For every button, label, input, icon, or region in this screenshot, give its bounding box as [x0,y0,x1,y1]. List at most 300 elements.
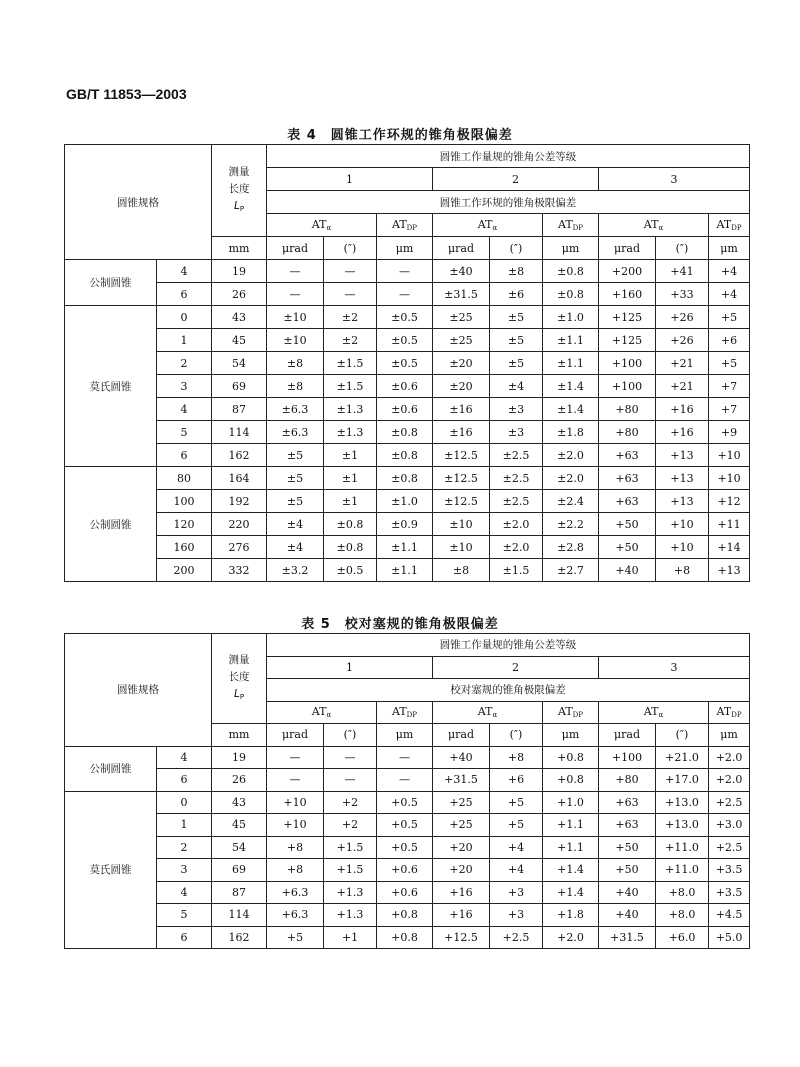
value-cell: +10 [267,814,324,837]
value-cell: +33 [656,283,709,306]
value-cell: — [324,746,377,769]
table-row [65,926,750,949]
value-cell: +0.8 [543,769,599,792]
length-cell: 45 [212,329,267,352]
value-cell: ±1.5 [324,352,377,375]
table-row [65,904,750,927]
value-cell: +1.0 [543,791,599,814]
value-cell: +5 [267,926,324,949]
length-cell: 87 [212,881,267,904]
value-cell: ±12.5 [433,467,490,490]
value-cell: +6.3 [267,881,324,904]
table-row [65,746,750,769]
unit-um: μm [543,724,599,747]
table-row [65,375,750,398]
deviation-header: 圆锥工作环规的锥角极限偏差 [267,191,750,214]
value-cell: — [267,769,324,792]
value-cell: +63 [599,444,656,467]
value-cell: ±10 [267,329,324,352]
unit-arcsec: (″) [490,724,543,747]
value-cell: +1.5 [324,836,377,859]
value-cell: +9 [709,421,750,444]
length-cell: 332 [212,559,267,582]
value-cell: ±1.8 [543,421,599,444]
length-cell: 54 [212,836,267,859]
length-header [212,145,267,237]
table4-caption: 表 4 圆锥工作环规的锥角极限偏差 [287,128,513,143]
value-cell: +1.4 [543,881,599,904]
size-cell: 2 [157,836,212,859]
value-cell: ±5 [490,306,543,329]
value-cell: — [324,260,377,283]
size-cell: 6 [157,769,212,792]
at-dp-header: $AT_{DP}$ [543,701,599,724]
group-label: 公制圆锥 [65,467,157,582]
value-cell: +13.0 [656,814,709,837]
value-cell: +3 [490,881,543,904]
size-cell: 6 [157,926,212,949]
value-cell: +5 [709,306,750,329]
value-cell: ±2.4 [543,490,599,513]
value-cell: +12 [709,490,750,513]
table5-body [65,746,750,949]
value-cell: +26 [656,306,709,329]
unit-arcsec: (″) [656,237,709,260]
value-cell: +63 [599,791,656,814]
unit-um: μm [377,724,433,747]
value-cell: +2.5 [490,926,543,949]
unit-um: μm [377,237,433,260]
value-cell: ±2.8 [543,536,599,559]
value-cell: +16 [433,881,490,904]
length-header [212,634,267,724]
value-cell: +13 [656,490,709,513]
table-row [65,421,750,444]
value-cell: +5.0 [709,926,750,949]
value-cell: ±6 [490,283,543,306]
value-cell: +3.5 [709,881,750,904]
value-cell: ±8 [490,260,543,283]
unit-urad: μrad [599,724,656,747]
value-cell: ±2.5 [490,444,543,467]
at-alpha-header: $AT_\alpha$ [433,214,543,237]
document-id: GB/T 11853—2003 [66,86,187,102]
value-cell: — [267,283,324,306]
size-cell: 1 [157,814,212,837]
value-cell: ±40 [433,260,490,283]
value-cell: +14 [709,536,750,559]
value-cell: ±0.8 [377,444,433,467]
value-cell: ±10 [267,306,324,329]
value-cell: ±8 [267,375,324,398]
value-cell: +13.0 [656,791,709,814]
value-cell: ±10 [433,513,490,536]
value-cell: ±25 [433,329,490,352]
length-header-line2: 长度 [228,182,250,195]
unit-arcsec: (″) [490,237,543,260]
value-cell: +2.0 [709,769,750,792]
value-cell: +1.1 [543,814,599,837]
value-cell: +40 [599,904,656,927]
table-row [65,769,750,792]
value-cell: +1.3 [324,881,377,904]
value-cell: +4 [709,283,750,306]
value-cell: — [324,283,377,306]
value-cell: ±0.5 [377,329,433,352]
grade-header: 圆锥工作量规的锥角公差等级 [267,634,750,657]
size-cell: 4 [157,398,212,421]
value-cell: +11.0 [656,836,709,859]
value-cell: +8 [656,559,709,582]
value-cell: ±1.3 [324,421,377,444]
value-cell: +0.5 [377,791,433,814]
value-cell: +50 [599,513,656,536]
value-cell: ±20 [433,375,490,398]
group-label: 莫氏圆锥 [65,791,157,949]
value-cell: — [324,769,377,792]
value-cell: ±1 [324,490,377,513]
table-row [65,559,750,582]
unit-arcsec: (″) [324,724,377,747]
value-cell: ±4 [490,375,543,398]
value-cell: ±25 [433,306,490,329]
length-header-line1: 测量 [228,653,250,666]
value-cell: +10 [656,536,709,559]
at-dp-header: $AT_{DP}$ [543,214,599,237]
value-cell: ±2.0 [490,513,543,536]
length-cell: 276 [212,536,267,559]
value-cell: +4 [709,260,750,283]
table-row [65,490,750,513]
value-cell: ±5 [490,352,543,375]
value-cell: ±20 [433,352,490,375]
unit-urad: μrad [267,724,324,747]
length-cell: 26 [212,283,267,306]
value-cell: +7 [709,398,750,421]
table-row [65,260,750,283]
value-cell: +13 [656,467,709,490]
value-cell: ±2.0 [543,467,599,490]
length-header-symbol: $L_P$ [233,687,245,701]
value-cell: +1.5 [324,859,377,882]
value-cell: +100 [599,352,656,375]
at-dp-header: $AT_{DP}$ [377,214,433,237]
value-cell: +21.0 [656,746,709,769]
value-cell: ±2.5 [490,490,543,513]
grade-3: 3 [599,656,750,679]
grade-2: 2 [433,656,599,679]
value-cell: +8.0 [656,881,709,904]
value-cell: ±2 [324,329,377,352]
value-cell: +10 [656,513,709,536]
unit-um: μm [543,237,599,260]
value-cell: ±1.0 [543,306,599,329]
size-cell: 1 [157,329,212,352]
value-cell: ±10 [433,536,490,559]
value-cell: +17.0 [656,769,709,792]
length-cell: 43 [212,306,267,329]
value-cell: — [377,769,433,792]
grade-2: 2 [433,168,599,191]
value-cell: +2.5 [709,791,750,814]
value-cell: ±8 [267,352,324,375]
deviation-header: 校对塞规的锥角极限偏差 [267,679,750,702]
value-cell: ±3 [490,421,543,444]
value-cell: +0.5 [377,814,433,837]
value-cell: ±2.7 [543,559,599,582]
length-cell: 220 [212,513,267,536]
length-cell: 26 [212,769,267,792]
size-cell: 6 [157,444,212,467]
length-cell: 87 [212,398,267,421]
value-cell: +20 [433,836,490,859]
value-cell: +8 [267,859,324,882]
value-cell: ±1.1 [543,329,599,352]
value-cell: ±4 [267,513,324,536]
length-cell: 69 [212,375,267,398]
table-row [65,329,750,352]
value-cell: +63 [599,490,656,513]
value-cell: +12.5 [433,926,490,949]
group-label: 莫氏圆锥 [65,306,157,467]
table5 [64,633,750,949]
value-cell: +8 [490,746,543,769]
value-cell: +0.8 [543,746,599,769]
value-cell: +160 [599,283,656,306]
value-cell: ±12.5 [433,444,490,467]
value-cell: ±1.5 [324,375,377,398]
at-alpha-header: $AT_\alpha$ [599,214,709,237]
value-cell: ±0.8 [543,260,599,283]
value-cell: +13 [709,559,750,582]
value-cell: +3.5 [709,859,750,882]
table5-caption: 表 5 校对塞规的锥角极限偏差 [301,617,499,632]
value-cell: +11.0 [656,859,709,882]
value-cell: ±6.3 [267,398,324,421]
value-cell: +50 [599,836,656,859]
size-cell: 0 [157,306,212,329]
length-cell: 43 [212,791,267,814]
value-cell: +50 [599,859,656,882]
value-cell: +5 [490,791,543,814]
table-row [65,306,750,329]
unit-urad: μrad [599,237,656,260]
value-cell: +4.5 [709,904,750,927]
table4-body [65,260,750,582]
value-cell: ±1 [324,467,377,490]
unit-um: μm [709,724,750,747]
value-cell: ±16 [433,421,490,444]
value-cell: +6.3 [267,904,324,927]
value-cell: +4 [490,859,543,882]
value-cell: ±8 [433,559,490,582]
length-cell: 45 [212,814,267,837]
at-alpha-header: $AT_\alpha$ [267,214,377,237]
value-cell: +80 [599,398,656,421]
value-cell: ±0.6 [377,398,433,421]
unit-arcsec: (″) [656,724,709,747]
value-cell: ±5 [267,490,324,513]
value-cell: +20 [433,859,490,882]
value-cell: ±2.0 [543,444,599,467]
value-cell: +10 [709,444,750,467]
value-cell: ±1.1 [543,352,599,375]
length-header-line2: 长度 [228,670,250,683]
value-cell: +31.5 [433,769,490,792]
table-row [65,814,750,837]
value-cell: — [377,260,433,283]
value-cell: +11 [709,513,750,536]
value-cell: +13 [656,444,709,467]
unit-mm: mm [212,237,267,260]
value-cell: — [267,260,324,283]
grade-1: 1 [267,168,433,191]
size-cell: 160 [157,536,212,559]
value-cell: ±5 [267,444,324,467]
value-cell: ±0.8 [324,536,377,559]
length-cell: 114 [212,421,267,444]
value-cell: +3 [490,904,543,927]
value-cell: +2 [324,814,377,837]
value-cell: +2.0 [709,746,750,769]
value-cell: — [377,746,433,769]
value-cell: +21 [656,375,709,398]
table-row [65,513,750,536]
value-cell: ±1.5 [490,559,543,582]
value-cell: ±0.8 [377,421,433,444]
value-cell: +40 [433,746,490,769]
size-cell: 3 [157,859,212,882]
value-cell: +0.6 [377,859,433,882]
value-cell: +26 [656,329,709,352]
value-cell: +2.5 [709,836,750,859]
value-cell: ±2.5 [490,467,543,490]
value-cell: ±3.2 [267,559,324,582]
value-cell: +6 [709,329,750,352]
table-row [65,444,750,467]
value-cell: +16 [656,421,709,444]
value-cell: +21 [656,352,709,375]
value-cell: ±2.0 [490,536,543,559]
size-cell: 2 [157,352,212,375]
value-cell: +5 [490,814,543,837]
value-cell: +2 [324,791,377,814]
at-alpha-header: $AT_\alpha$ [433,701,543,724]
unit-urad: μrad [267,237,324,260]
value-cell: ±5 [267,467,324,490]
size-cell: 0 [157,791,212,814]
table-row [65,352,750,375]
value-cell: +0.8 [377,904,433,927]
size-cell: 80 [157,467,212,490]
value-cell: +40 [599,881,656,904]
value-cell: ±16 [433,398,490,421]
spec-header: 圆锥规格 [65,145,212,260]
value-cell: +1.8 [543,904,599,927]
value-cell: +63 [599,814,656,837]
value-cell: ±1.4 [543,398,599,421]
spec-header: 圆锥规格 [65,634,212,747]
value-cell: +125 [599,306,656,329]
value-cell: +50 [599,536,656,559]
length-cell: 19 [212,260,267,283]
value-cell: ±0.6 [377,375,433,398]
value-cell: +200 [599,260,656,283]
table-row [65,791,750,814]
value-cell: ±12.5 [433,490,490,513]
value-cell: ±6.3 [267,421,324,444]
value-cell: ±0.8 [324,513,377,536]
value-cell: +1.3 [324,904,377,927]
value-cell: +25 [433,814,490,837]
value-cell: +3.0 [709,814,750,837]
table-row [65,859,750,882]
value-cell: +1 [324,926,377,949]
value-cell: +16 [656,398,709,421]
table-row [65,283,750,306]
at-alpha-header: $AT_\alpha$ [599,701,709,724]
length-cell: 114 [212,904,267,927]
value-cell: +8 [267,836,324,859]
length-header-symbol: $L_P$ [233,199,245,213]
grade-3: 3 [599,168,750,191]
value-cell: +1.1 [543,836,599,859]
at-dp-header: $AT_{DP}$ [377,701,433,724]
length-cell: 192 [212,490,267,513]
value-cell: ±0.8 [543,283,599,306]
value-cell: — [377,283,433,306]
value-cell: +0.6 [377,881,433,904]
length-cell: 164 [212,467,267,490]
value-cell: +8.0 [656,904,709,927]
value-cell: ±0.5 [377,306,433,329]
value-cell: +100 [599,746,656,769]
value-cell: +10 [709,467,750,490]
value-cell: +1.4 [543,859,599,882]
value-cell: +100 [599,375,656,398]
length-cell: 19 [212,746,267,769]
value-cell: +125 [599,329,656,352]
value-cell: ±1.1 [377,559,433,582]
unit-urad: μrad [433,237,490,260]
value-cell: ±1.4 [543,375,599,398]
size-cell: 5 [157,421,212,444]
value-cell: ±4 [267,536,324,559]
value-cell: +0.8 [377,926,433,949]
value-cell: ±1 [324,444,377,467]
value-cell: ±2.2 [543,513,599,536]
value-cell: ±0.8 [377,467,433,490]
length-cell: 162 [212,444,267,467]
at-dp-header: $AT_{DP}$ [709,701,750,724]
value-cell: ±3 [490,398,543,421]
value-cell: ±0.9 [377,513,433,536]
table-row [65,398,750,421]
size-cell: 5 [157,904,212,927]
length-header-line1: 测量 [228,165,250,178]
size-cell: 120 [157,513,212,536]
table4 [64,144,750,582]
value-cell: ±0.5 [324,559,377,582]
value-cell: ±31.5 [433,283,490,306]
value-cell: +25 [433,791,490,814]
value-cell: +0.5 [377,836,433,859]
length-cell: 69 [212,859,267,882]
value-cell: ±1.1 [377,536,433,559]
unit-arcsec: (″) [324,237,377,260]
value-cell: ±5 [490,329,543,352]
value-cell: ±1.0 [377,490,433,513]
